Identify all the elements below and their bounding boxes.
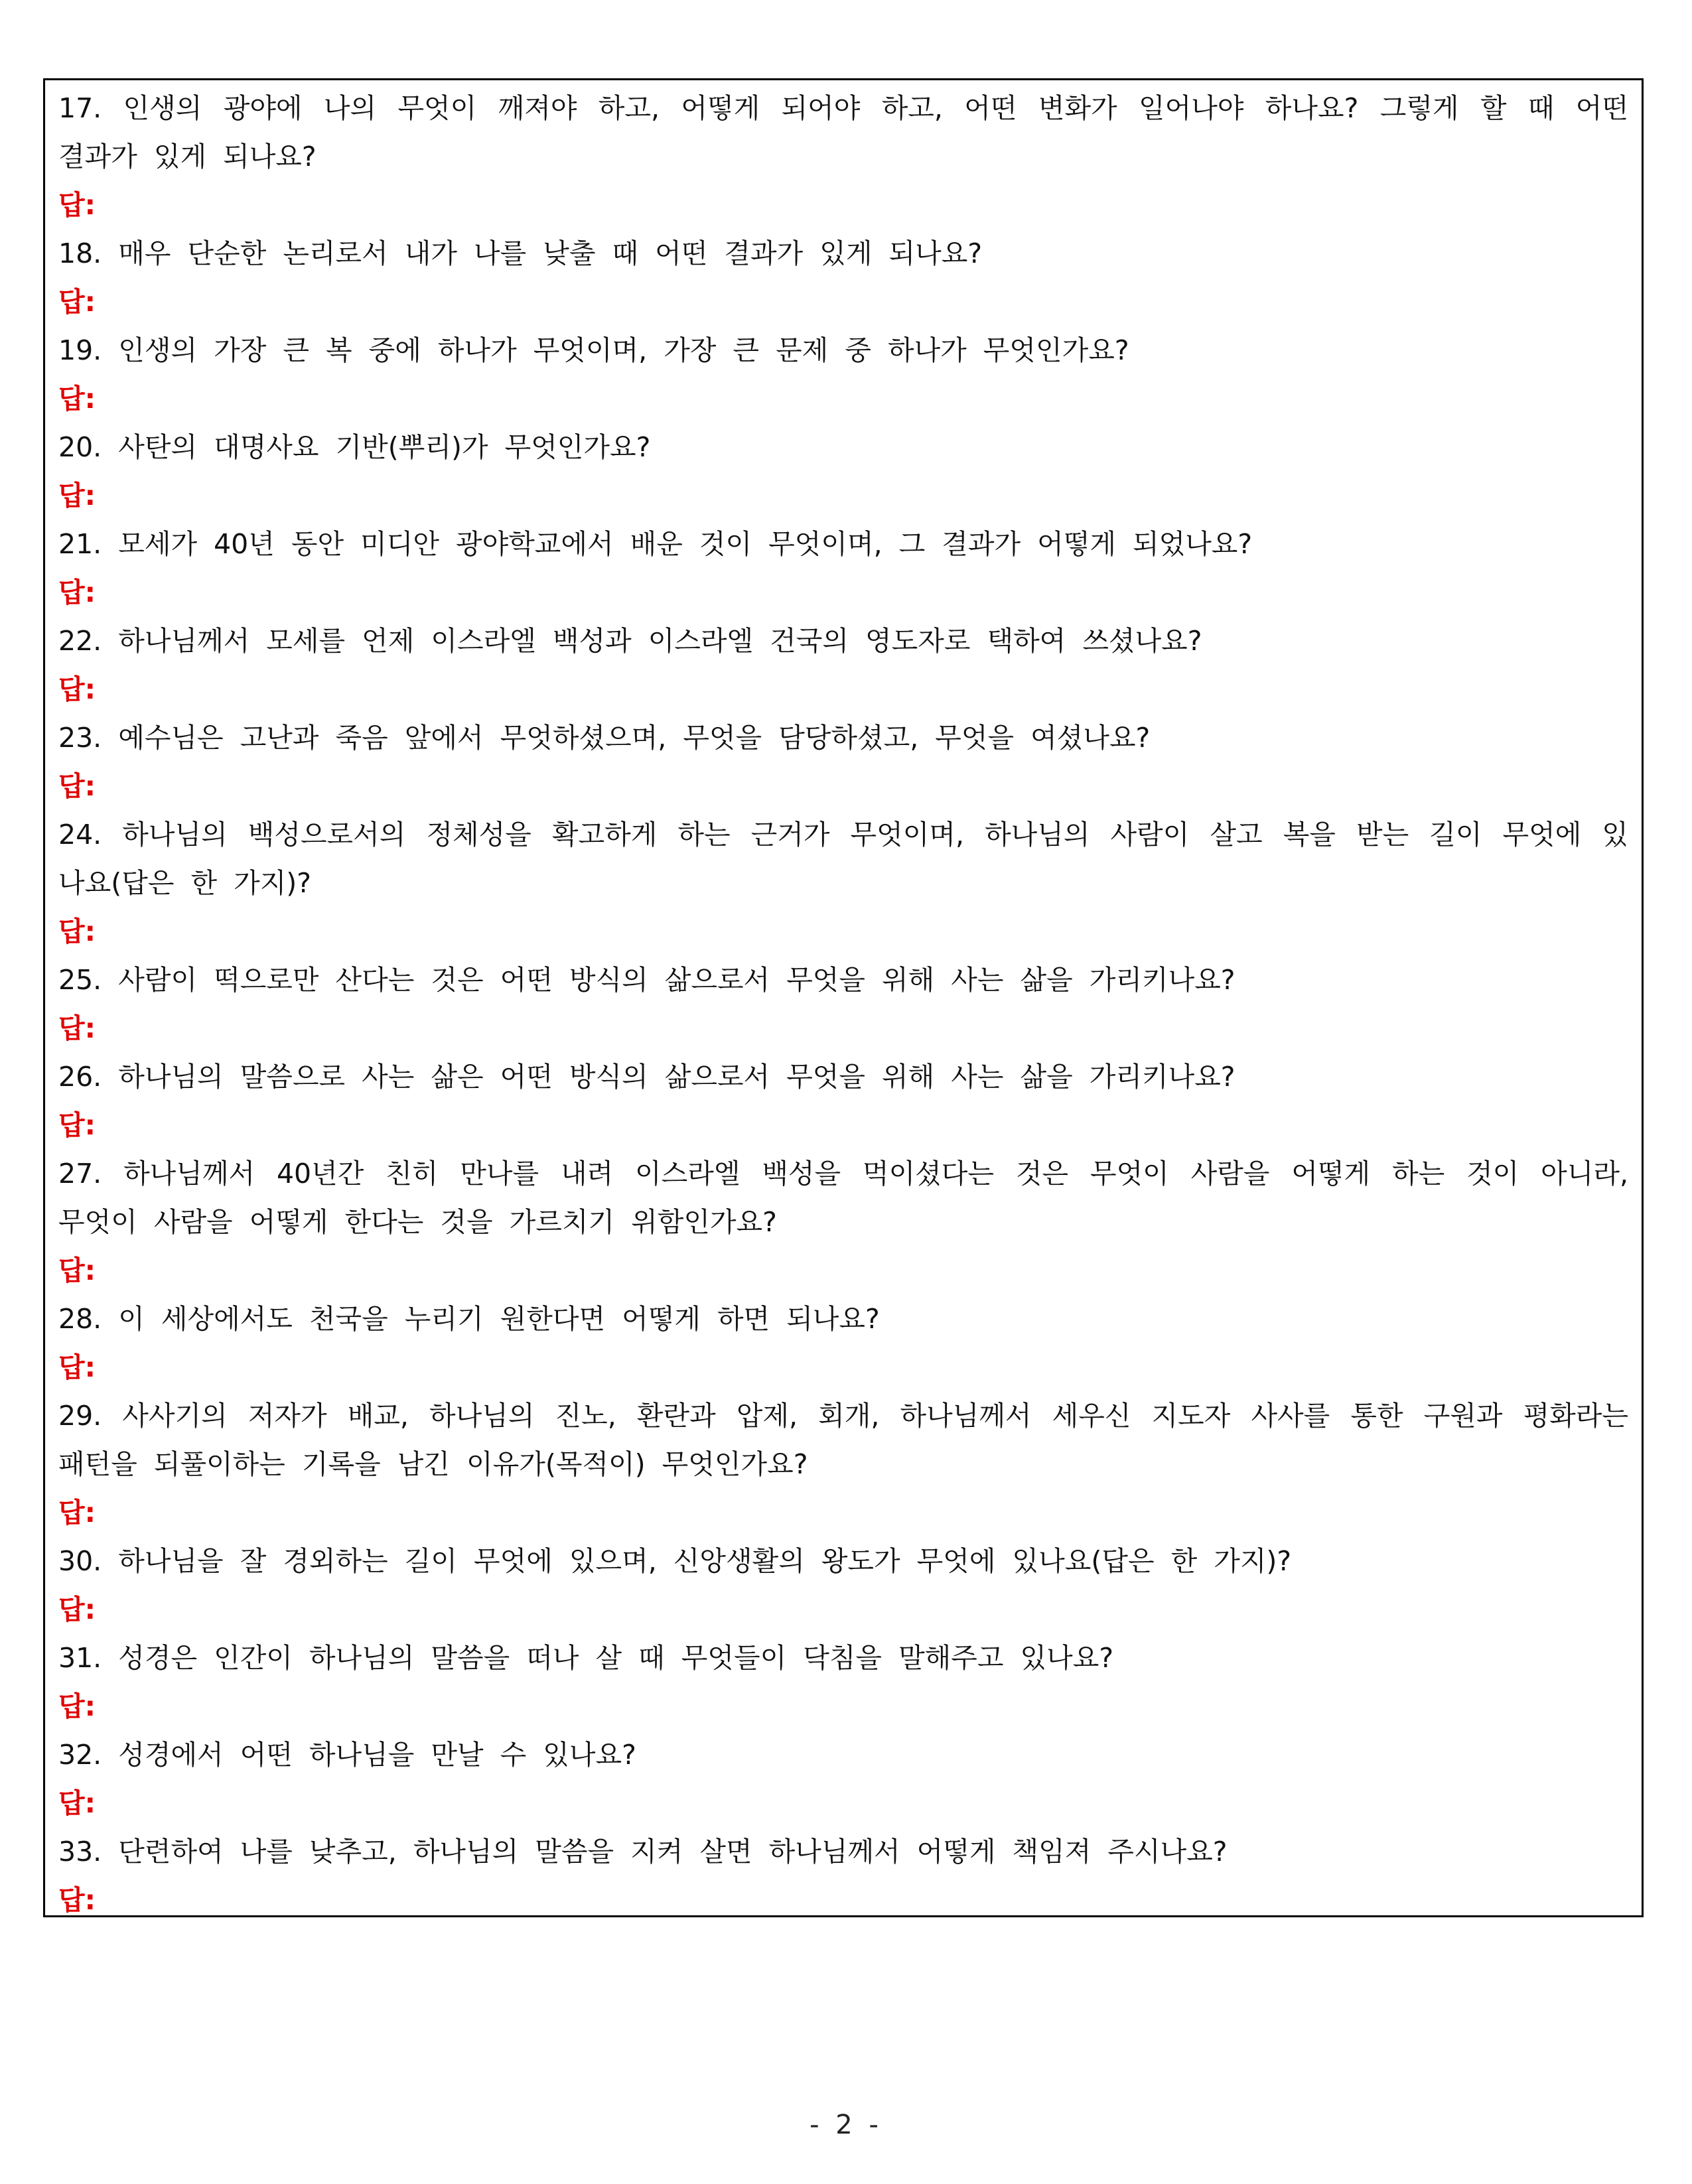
- question-block: [58, 811, 1628, 956]
- question-text-continuation: 패턴을 되풀이하는 기록을 남긴 이유가(목적이) 무엇인가요?: [58, 1448, 808, 1480]
- answer-label: 답:: [58, 916, 96, 947]
- question-block: [58, 423, 1628, 520]
- answer-label: 답:: [58, 1884, 96, 1916]
- question-block: [58, 230, 1628, 326]
- question-text: 28. 이 세상에서도 천국을 누리기 원한다면 어떻게 하면 되나요?: [58, 1303, 880, 1335]
- answer-label: 답:: [58, 673, 96, 705]
- answer-label: 답:: [58, 286, 96, 318]
- answer-label: 답:: [58, 1255, 96, 1286]
- question-text: 18. 매우 단순한 논리로서 내가 나를 낮출 때 어떤 결과가 있게 되나요?: [58, 238, 983, 269]
- question-text: 20. 사탄의 대명사요 기반(뿌리)가 무엇인가요?: [58, 431, 651, 463]
- answer-label: 답:: [58, 1787, 96, 1819]
- answer-label: 답:: [58, 577, 96, 608]
- question-block: [58, 1828, 1628, 1925]
- question-answer-box: [43, 78, 1644, 1917]
- question-block: [58, 84, 1628, 230]
- answer-label: 답:: [58, 1012, 96, 1044]
- question-text-continuation: 나요(답은 한 가지)?: [58, 867, 312, 899]
- question-text: 19. 인생의 가장 큰 복 중에 하나가 무엇이며, 가장 큰 문제 중 하나가 무엇인가요?: [58, 334, 1129, 366]
- question-block: [58, 1537, 1628, 1634]
- question-text: 21. 모세가 40년 동안 미디안 광야학교에서 배운 것이 무엇이며, 그 결과가 어떻게 되었나요?: [58, 528, 1253, 560]
- question-text-continuation: 무엇이 사람을 어떻게 한다는 것을 가르치기 위함인가요?: [58, 1206, 777, 1238]
- question-text: 31. 성경은 인간이 하나님의 말씀을 떠나 살 때 무엇들이 닥침을 말해주고 있나요?: [58, 1642, 1114, 1674]
- question-text: 23. 예수님은 고난과 죽음 앞에서 무엇하셨으며, 무엇을 담당하셨고, 무엇을 여셨나요?: [58, 722, 1151, 754]
- question-text: 29. 사사기의 저자가 배교, 하나님의 진노, 환란과 압제, 회개, 하나님께서 세우신 지도자 사사를 통한 구원과 평화라는: [58, 1400, 1628, 1432]
- question-block: [58, 1150, 1628, 1295]
- question-block: [58, 1053, 1628, 1150]
- answer-label: 답:: [58, 770, 96, 802]
- question-text: 17. 인생의 광야에 나의 무엇이 깨져야 하고, 어떻게 되어야 하고, 어떤 변화가 일어나야 하나요? 그렇게 할 때 어떤: [58, 92, 1628, 124]
- question-text: 27. 하나님께서 40년간 친히 만나를 내려 이스라엘 백성을 먹이셨다는 것은 무엇이 사람을 어떻게 하는 것이 아니라,: [58, 1158, 1628, 1190]
- answer-label: 답:: [58, 1594, 96, 1625]
- question-block: [58, 1392, 1628, 1537]
- question-block: [58, 1731, 1628, 1828]
- question-block: [58, 714, 1628, 811]
- page-number: - 2 -: [810, 2110, 882, 2140]
- question-text: 26. 하나님의 말씀으로 사는 삶은 어떤 방식의 삶으로서 무엇을 위해 사는 삶을 가리키나요?: [58, 1061, 1235, 1093]
- question-block: [58, 617, 1628, 714]
- question-text-continuation: 결과가 있게 되나요?: [58, 141, 317, 172]
- question-text: 32. 성경에서 어떤 하나님을 만날 수 있나요?: [58, 1739, 636, 1771]
- answer-label: 답:: [58, 383, 96, 415]
- answer-label: 답:: [58, 1109, 96, 1141]
- question-text: 24. 하나님의 백성으로서의 정체성을 확고하게 하는 근거가 무엇이며, 하나님의 사람이 살고 복을 받는 길이 무엇에 있: [58, 819, 1628, 851]
- answer-label: 답:: [58, 1497, 96, 1529]
- answer-label: 답:: [58, 189, 96, 221]
- question-block: [58, 520, 1628, 617]
- answer-label: 답:: [58, 1351, 96, 1383]
- question-block: [58, 326, 1628, 423]
- question-block: [58, 1295, 1628, 1392]
- answer-label: 답:: [58, 1690, 96, 1722]
- question-block: [58, 956, 1628, 1053]
- question-block: [58, 1634, 1628, 1731]
- question-text: 30. 하나님을 잘 경외하는 길이 무엇에 있으며, 신앙생활의 왕도가 무엇에 있나요(답은 한 가지)?: [58, 1545, 1292, 1577]
- question-text: 22. 하나님께서 모세를 언제 이스라엘 백성과 이스라엘 건국의 영도자로 택하여 쓰셨나요?: [58, 625, 1202, 657]
- question-text: 33. 단련하여 나를 낮추고, 하나님의 말씀을 지켜 살면 하나님께서 어떻게 책임져 주시나요?: [58, 1836, 1228, 1868]
- question-text: 25. 사람이 떡으로만 산다는 것은 어떤 방식의 삶으로서 무엇을 위해 사는 삶을 가리키나요?: [58, 964, 1235, 996]
- answer-label: 답:: [58, 480, 96, 512]
